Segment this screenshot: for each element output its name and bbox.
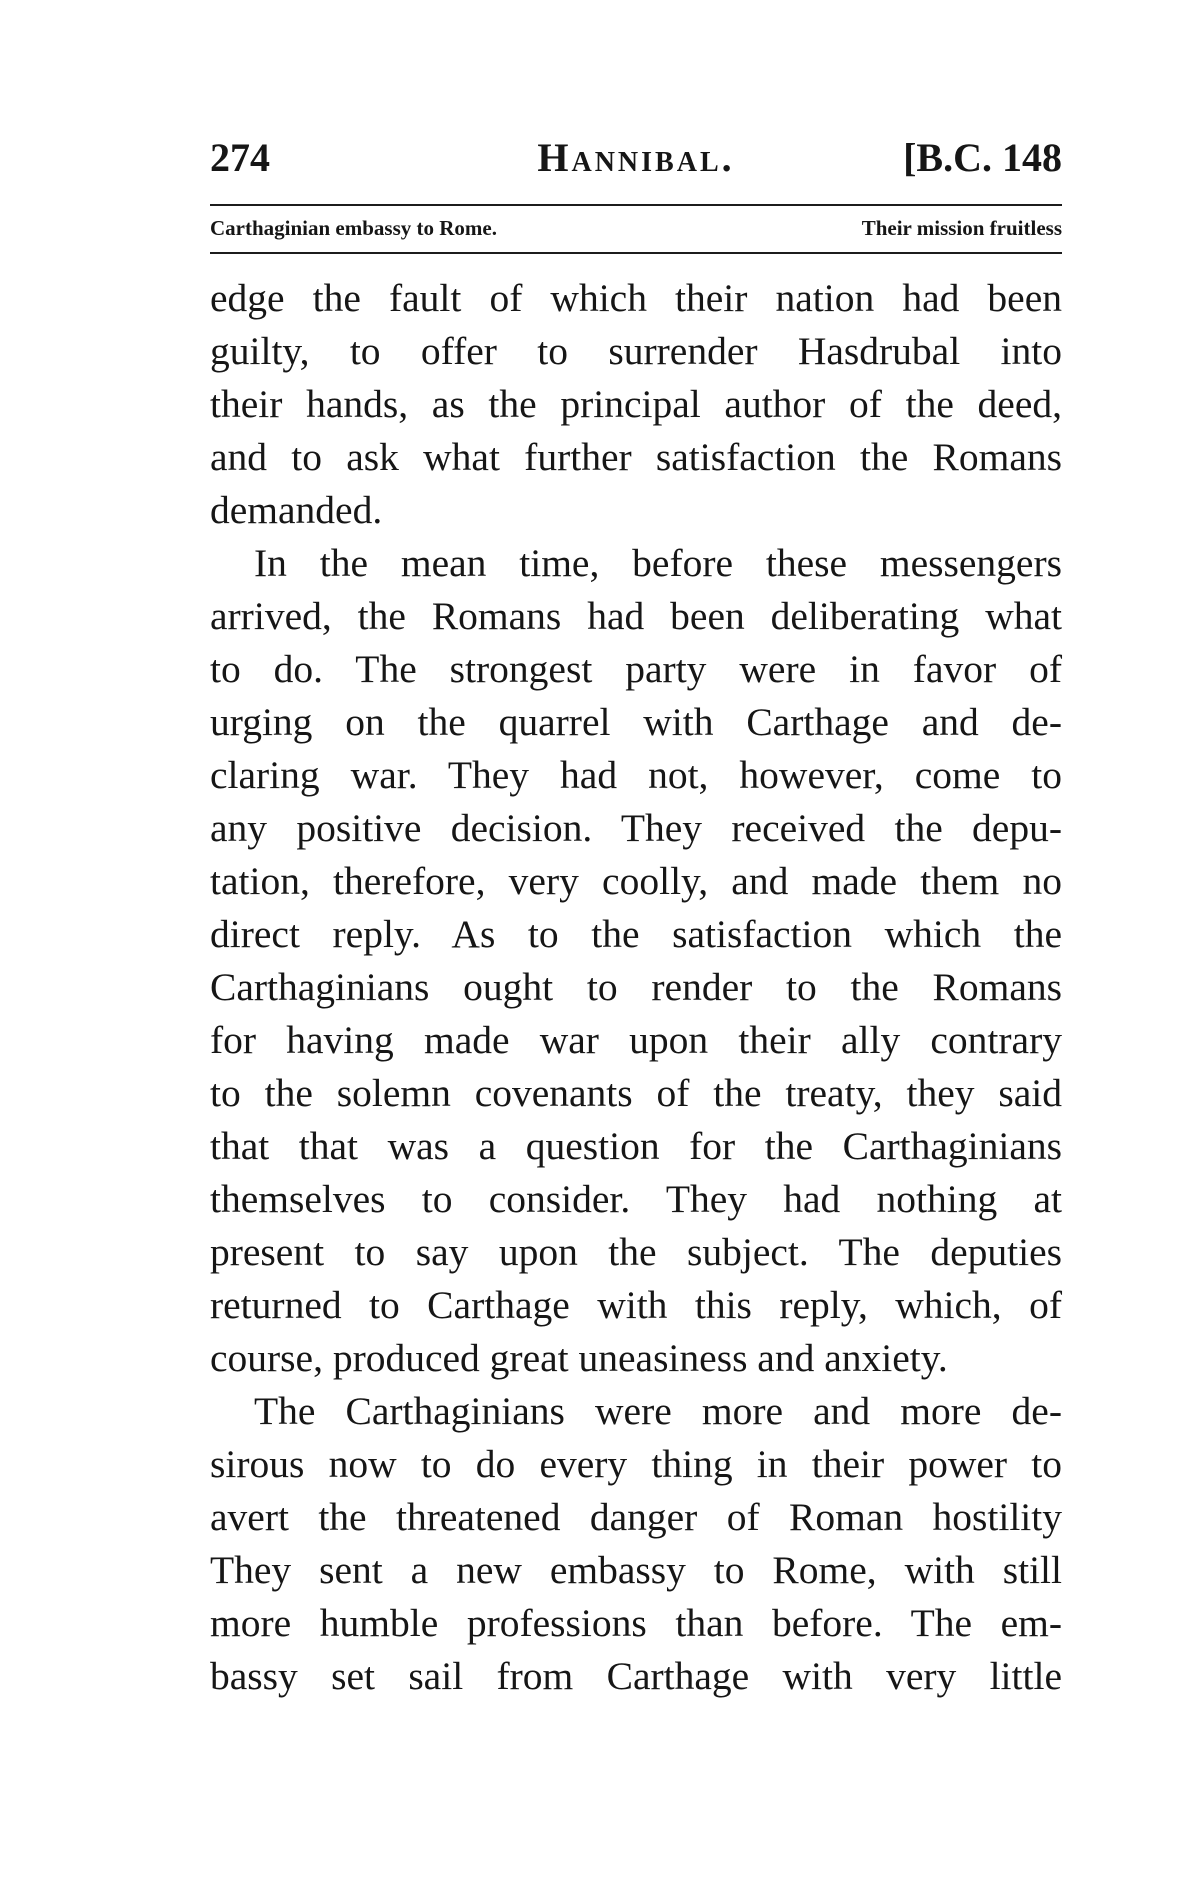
text-line: tation, therefore, very coolly, and made them no	[210, 859, 1062, 903]
text-line: and to ask what further satisfaction the Romans	[210, 435, 1062, 479]
text-line: to the solemn covenants of the treaty, they said	[210, 1071, 1062, 1115]
marginal-notes	[210, 212, 1062, 246]
text-line: guilty, to offer to surrender Hasdrubal into	[210, 329, 1062, 373]
text-line: bassy set sail from Carthage with very little	[210, 1654, 1062, 1698]
running-head	[210, 120, 1062, 180]
date-marker: [B.C. 148	[903, 135, 1062, 180]
text-line: demanded.	[210, 488, 383, 532]
body-text	[210, 272, 1062, 1703]
text-line: sirous now to do every thing in their power to	[210, 1442, 1062, 1486]
header-rule-bottom	[210, 252, 1062, 254]
text-line: present to say upon the subject. The deputies	[210, 1230, 1062, 1274]
text-line: any positive decision. They received the depu-	[210, 806, 1062, 850]
text-line: Carthaginians ought to render to the Romans	[210, 965, 1062, 1009]
text-line: The Carthaginians were more and more de-	[254, 1389, 1062, 1433]
text-line: edge the fault of which their nation had been	[210, 276, 1062, 320]
text-line: that that was a question for the Carthaginians	[210, 1124, 1062, 1168]
book-title: Hannibal.	[537, 135, 735, 180]
text-line: In the mean time, before these messengers	[254, 541, 1062, 585]
text-line: urging on the quarrel with Carthage and de-	[210, 700, 1062, 744]
text-line: more humble professions than before. The em-	[210, 1601, 1062, 1645]
text-line: themselves to consider. They had nothing at	[210, 1177, 1062, 1221]
text-line: course, produced great uneasiness and anxiety.	[210, 1336, 948, 1380]
text-line: avert the threatened danger of Roman hostility	[210, 1495, 1062, 1539]
text-line: They sent a new embassy to Rome, with still	[210, 1548, 1062, 1592]
text-line: for having made war upon their ally contrary	[210, 1018, 1062, 1062]
text-line: to do. The strongest party were in favor of	[210, 647, 1062, 691]
text-line: their hands, as the principal author of the deed,	[210, 382, 1062, 426]
text-line: claring war. They had not, however, come to	[210, 753, 1062, 797]
text-line: returned to Carthage with this reply, which, of	[210, 1283, 1062, 1327]
marginal-note-left: Carthaginian embassy to Rome.	[210, 216, 497, 240]
header-rule-top	[210, 204, 1062, 206]
text-line: direct reply. As to the satisfaction which the	[210, 912, 1062, 956]
text-line: arrived, the Romans had been deliberating what	[210, 594, 1062, 638]
marginal-note-right: Their mission fruitless	[861, 216, 1062, 240]
page-number: 274	[210, 135, 270, 180]
